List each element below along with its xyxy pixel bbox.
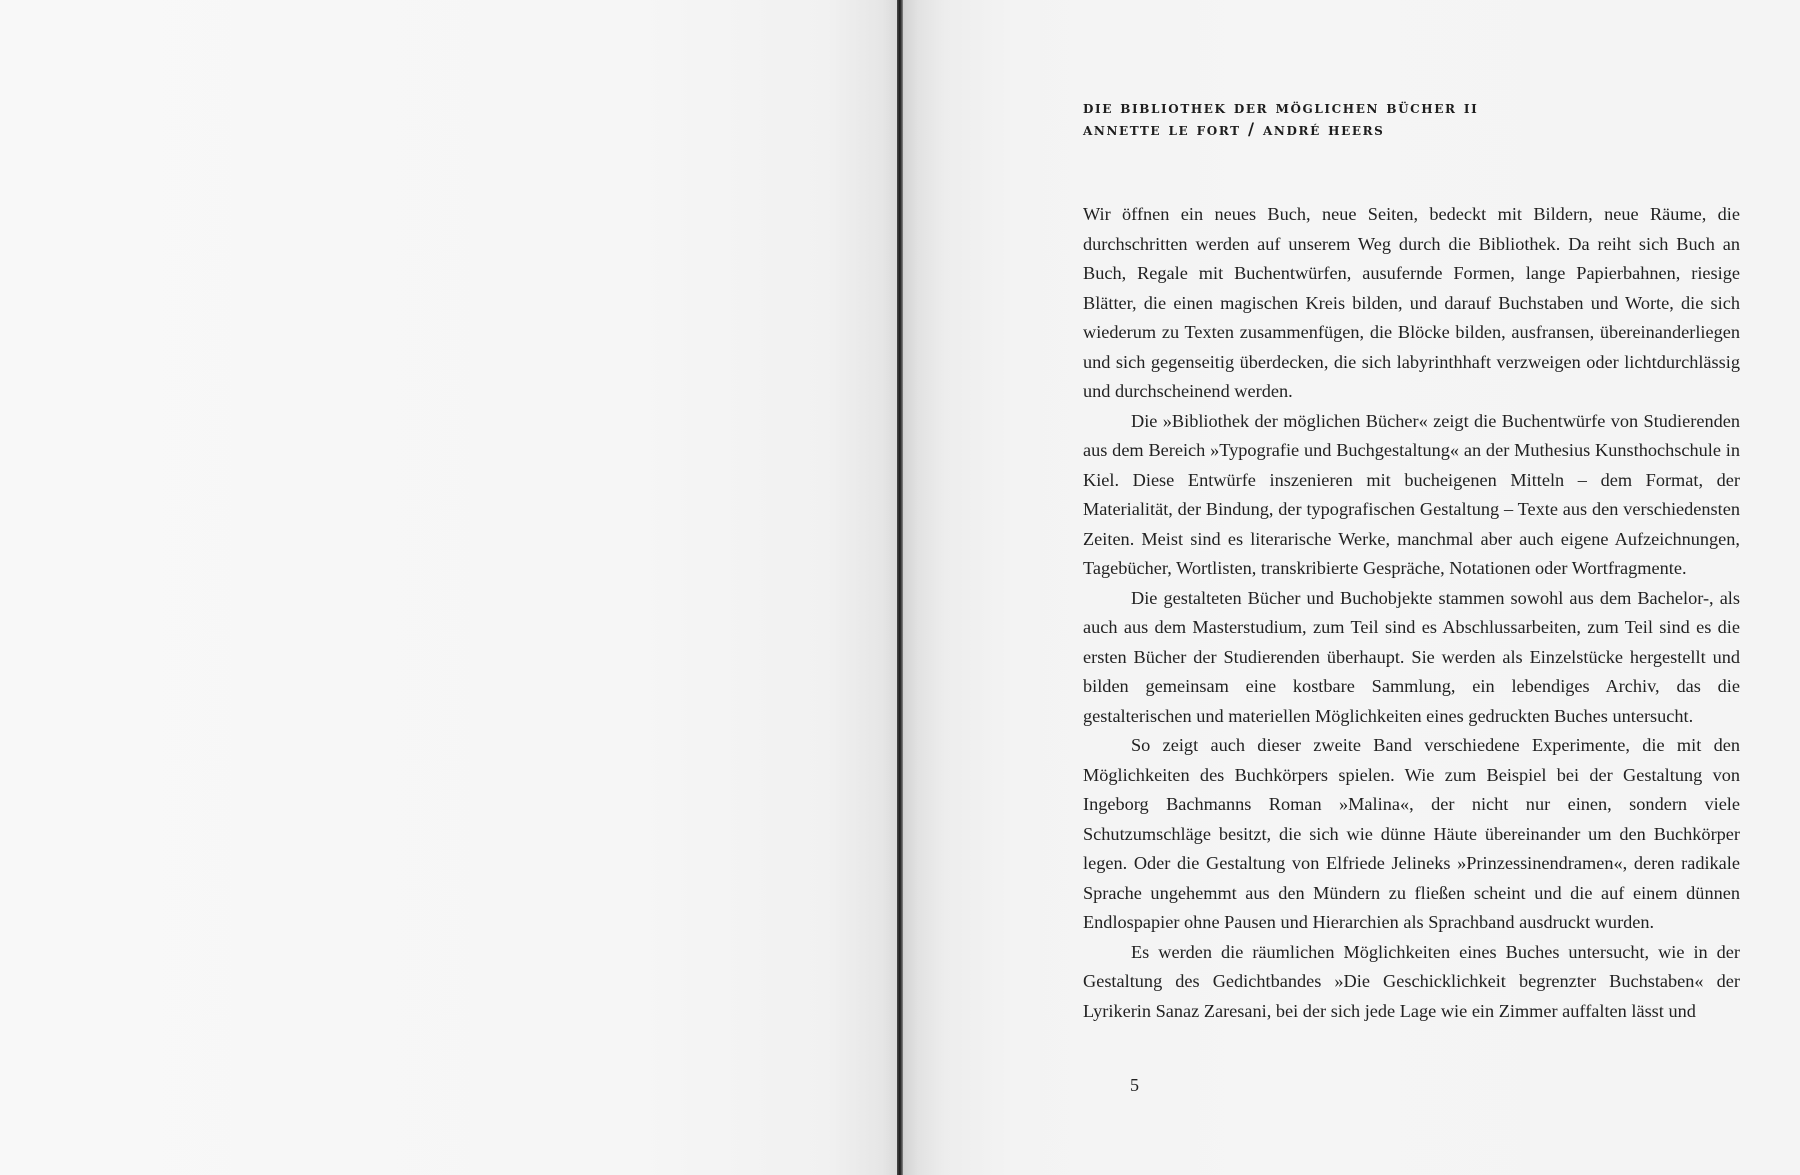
running-header: [1083, 97, 1478, 141]
header-title: die bibliothek der möglichen bücher ii: [1083, 98, 1479, 117]
paragraph-4: So zeigt auch dieser zweite Band verschiedene Experimente, die mit den Möglichkeiten des Buchkörpers spielen. Wie zum Beispiel bei der Gestaltung von Ingeborg Bachmanns Roman »Malina«, der nicht nur einen, sondern viele Schutzumschläge besitzt, die sich wie dünne Häute übereinander um den Buchkörper legen. Oder die Gestaltung von Elfriede Jelineks »Prinzessinendramen«, deren radikale Sprache ungehemmt aus den Mündern zu fließen scheint und die auf einem dünnen Endlospapier ohne Pausen und Hierarchien als Sprachband ausdruckt wurden.: [1083, 735, 1740, 932]
book-gutter: [897, 0, 903, 1175]
paragraph-2: Die »Bibliothek der möglichen Bücher« zeigt die Buchentwürfe von Studierenden aus dem Bereich »Typografie und Buchgestaltung« an der Muthesius Kunsthochschule in Kiel. Diese Entwürfe inszenieren mit bucheigenen Mitteln – dem Format, der Materialität, der Bindung, der typografischen Gestaltung – Texte aus den verschiedensten Zeiten. Meist sind es literarische Werke, manchmal aber auch eigene Aufzeichnungen, Tagebücher, Wortlisten, transkribierte Gespräche, Notationen oder Wortfragmente.: [1083, 410, 1740, 578]
paragraph-1: Wir öffnen ein neues Buch, neue Seiten, bedeckt mit Bildern, neue Räume, die durchschritten werden auf unserem Weg durch die Bibliothek. Da reiht sich Buch an Buch, Regale mit Buchentwürfen, ausufernde Formen, lange Papierbahnen, riesige Blätter, die einen magischen Kreis bilden, und darauf Buchstaben und Worte, die sich wiederum zu Texten zusammenfügen, die Blöcke bilden, ausfransen, übereinanderliegen und sich gegenseitig überdecken, die sich labyrinthhaft verzweigen oder lichtdurchlässig und durchscheinend werden.: [1083, 204, 1740, 401]
header-authors: annette le fort / andré heers: [1083, 120, 1385, 139]
body-text: [1083, 200, 1740, 1026]
paragraph-3: Die gestalteten Bücher und Buchobjekte stammen sowohl aus dem Bachelor-, als auch aus dem Masterstudium, zum Teil sind es Abschlussarbeiten, zum Teil sind es die ersten Bücher der Studierenden überhaupt. Sie werden als Einzelstücke hergestellt und bilden gemeinsam eine kostbare Sammlung, ein lebendiges Archiv, das die gestalterischen und materiellen Möglichkeiten eines gedruckten Buches untersucht.: [1083, 587, 1740, 726]
paragraph-5: Es werden die räumlichen Möglichkeiten eines Buches untersucht, wie in der Gestaltung des Gedichtbandes »Die Geschicklichkeit begrenzter Buchstaben« der Lyrikerin Sanaz Zaresani, bei der sich jede Lage wie ein Zimmer auffalten lässt und: [1083, 941, 1740, 1021]
page-number: 5: [1130, 1075, 1139, 1095]
